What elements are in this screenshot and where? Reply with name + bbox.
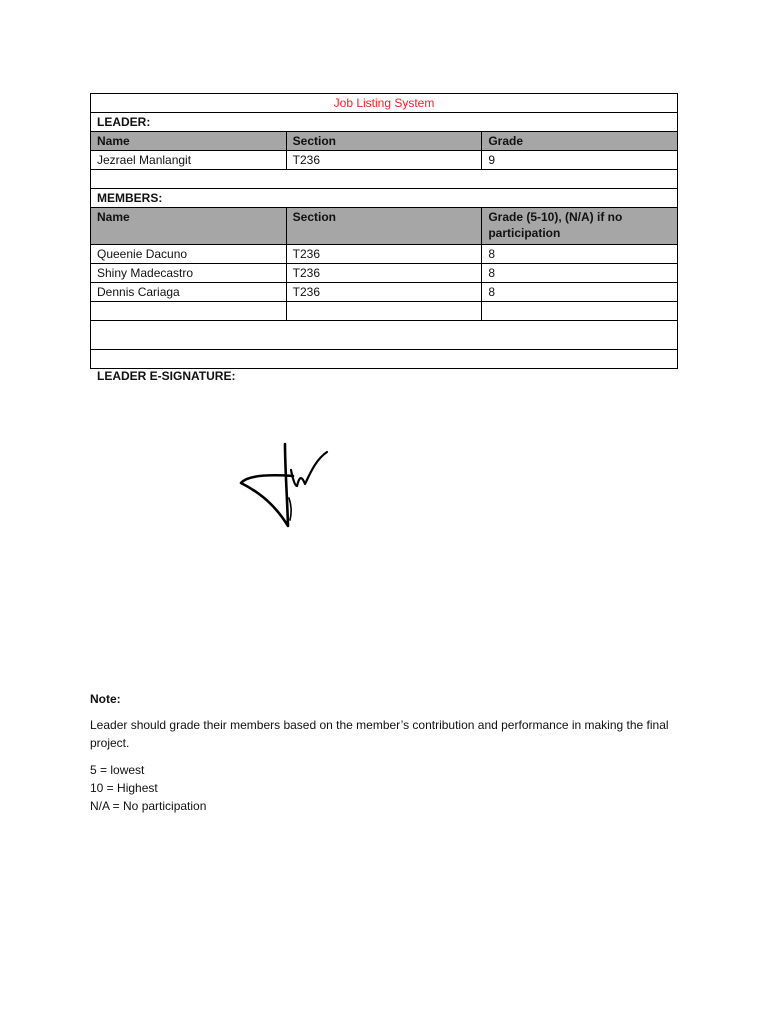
group-grading-form: [90, 93, 678, 383]
form-title: Job Listing System: [91, 94, 678, 113]
member-section: T236: [286, 245, 482, 264]
spacer-cell: [91, 170, 678, 189]
leader-section: T236: [286, 151, 482, 170]
member-name: Queenie Dacuno: [91, 245, 287, 264]
table-row: [91, 245, 678, 264]
leader-heading: LEADER:: [91, 113, 678, 132]
scale-item: 10 = Highest: [90, 781, 158, 795]
notes-section: [90, 690, 680, 815]
members-col-name: Name: [91, 208, 287, 245]
scale-item: 5 = lowest: [90, 763, 145, 777]
signature-label: LEADER E-SIGNATURE:: [97, 369, 236, 383]
members-header-row: [91, 208, 678, 245]
leader-header-row: [91, 132, 678, 151]
member-section: T236: [286, 283, 482, 302]
notes-body: Leader should grade their members based on the member’s contribution and performance in making the final project.: [90, 718, 669, 750]
empty-cell: [482, 302, 678, 321]
member-name: Dennis Cariaga: [91, 283, 287, 302]
table-row: [91, 264, 678, 283]
leader-grade: 9: [482, 151, 678, 170]
members-col-section: Section: [286, 208, 482, 245]
scale-item: N/A = No participation: [90, 799, 207, 813]
blank-cell: [91, 321, 678, 350]
table-row: [91, 283, 678, 302]
leader-name: Jezrael Manlangit: [91, 151, 287, 170]
empty-cell: [286, 302, 482, 321]
members-col-grade: Grade (5-10), (N/A) if no participation: [482, 208, 678, 245]
member-grade: 8: [482, 245, 678, 264]
leader-col-name: Name: [91, 132, 287, 151]
blank-row: [91, 321, 678, 350]
leader-row: [91, 151, 678, 170]
leader-col-section: Section: [286, 132, 482, 151]
empty-cell: [91, 302, 287, 321]
spacer-row: [91, 170, 678, 189]
member-section: T236: [286, 264, 482, 283]
member-name: Shiny Madecastro: [91, 264, 287, 283]
member-grade: 8: [482, 264, 678, 283]
empty-member-row: [91, 302, 678, 321]
leader-col-grade: Grade: [482, 132, 678, 151]
signature-box: [91, 350, 678, 383]
members-heading: MEMBERS:: [91, 189, 678, 208]
notes-heading: Note:: [90, 692, 121, 706]
leader-signature-icon: [235, 438, 331, 534]
member-grade: 8: [482, 283, 678, 302]
